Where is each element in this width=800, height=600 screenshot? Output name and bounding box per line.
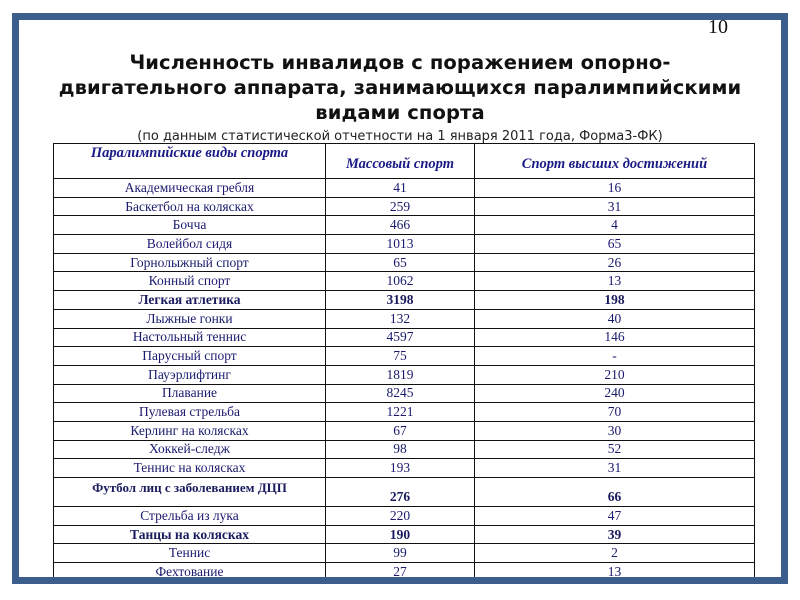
sport-name-cell: Пулевая стрельба bbox=[54, 403, 326, 422]
table-row bbox=[54, 365, 755, 384]
mass-sport-cell: 98 bbox=[326, 440, 475, 459]
elite-sport-cell: 40 bbox=[475, 309, 755, 328]
elite-sport-cell: 210 bbox=[475, 365, 755, 384]
slide-title bbox=[0, 50, 800, 125]
sport-name-cell: Лыжные гонки bbox=[54, 309, 326, 328]
title-line: Численность инвалидов с поражением опорно- bbox=[129, 51, 671, 74]
sport-name-cell: Футбол лиц с заболеванием ДЦП bbox=[54, 478, 326, 507]
header-sport: Паралимпийские виды спорта bbox=[54, 144, 326, 179]
mass-sport-cell: 276 bbox=[326, 478, 475, 507]
mass-sport-cell: 8245 bbox=[326, 384, 475, 403]
sport-name-cell: Баскетбол на колясках bbox=[54, 197, 326, 216]
sports-table-container bbox=[53, 143, 754, 582]
elite-sport-cell: 198 bbox=[475, 291, 755, 310]
table-row bbox=[54, 507, 755, 526]
mass-sport-cell: 3198 bbox=[326, 291, 475, 310]
slide-subtitle: (по данным статистической отчетности на 1 января 2011 года, Форма3-ФК) bbox=[137, 129, 663, 144]
table-row bbox=[54, 328, 755, 347]
page-number: 10 bbox=[708, 16, 728, 38]
sport-name-cell: Керлинг на колясках bbox=[54, 421, 326, 440]
elite-sport-cell: 16 bbox=[475, 179, 755, 198]
sport-name-cell: Настольный теннис bbox=[54, 328, 326, 347]
table-header-row bbox=[54, 144, 755, 179]
mass-sport-cell: 220 bbox=[326, 507, 475, 526]
elite-sport-cell: 13 bbox=[475, 563, 755, 582]
elite-sport-cell: 26 bbox=[475, 253, 755, 272]
mass-sport-cell: 1062 bbox=[326, 272, 475, 291]
table-row bbox=[54, 421, 755, 440]
table-row bbox=[54, 272, 755, 291]
table-row bbox=[54, 525, 755, 544]
sport-name-cell: Хоккей-следж bbox=[54, 440, 326, 459]
sport-name-cell: Академическая гребля bbox=[54, 179, 326, 198]
mass-sport-cell: 75 bbox=[326, 347, 475, 366]
sport-name-cell: Парусный спорт bbox=[54, 347, 326, 366]
table-row bbox=[54, 478, 755, 507]
table-row bbox=[54, 563, 755, 582]
elite-sport-cell: 47 bbox=[475, 507, 755, 526]
table-row bbox=[54, 216, 755, 235]
sports-table bbox=[53, 143, 755, 582]
title-line: двигательного аппарата, занимающихся паралимпийскими bbox=[58, 76, 742, 99]
table-row bbox=[54, 235, 755, 254]
mass-sport-cell: 132 bbox=[326, 309, 475, 328]
mass-sport-cell: 190 bbox=[326, 525, 475, 544]
elite-sport-cell: 146 bbox=[475, 328, 755, 347]
mass-sport-cell: 1013 bbox=[326, 235, 475, 254]
table-row bbox=[54, 384, 755, 403]
table-row bbox=[54, 440, 755, 459]
header-mass-sport: Массовый спорт bbox=[326, 144, 475, 179]
mass-sport-cell: 1221 bbox=[326, 403, 475, 422]
sport-name-cell: Теннис bbox=[54, 544, 326, 563]
mass-sport-cell: 41 bbox=[326, 179, 475, 198]
mass-sport-cell: 259 bbox=[326, 197, 475, 216]
elite-sport-cell: 52 bbox=[475, 440, 755, 459]
elite-sport-cell: 30 bbox=[475, 421, 755, 440]
sport-name-cell: Бочча bbox=[54, 216, 326, 235]
mass-sport-cell: 65 bbox=[326, 253, 475, 272]
elite-sport-cell: 31 bbox=[475, 197, 755, 216]
table-row bbox=[54, 179, 755, 198]
mass-sport-cell: 67 bbox=[326, 421, 475, 440]
elite-sport-cell: 2 bbox=[475, 544, 755, 563]
elite-sport-cell: 39 bbox=[475, 525, 755, 544]
sport-name-cell: Фехтование bbox=[54, 563, 326, 582]
sport-name-cell: Стрельба из лука bbox=[54, 507, 326, 526]
sport-name-cell: Плавание bbox=[54, 384, 326, 403]
table-row bbox=[54, 253, 755, 272]
table-row bbox=[54, 459, 755, 478]
header-elite-sport: Спорт высших достижений bbox=[475, 144, 755, 179]
table-row bbox=[54, 347, 755, 366]
mass-sport-cell: 4597 bbox=[326, 328, 475, 347]
table-row bbox=[54, 403, 755, 422]
table-row bbox=[54, 544, 755, 563]
table-body bbox=[54, 179, 755, 582]
sport-name-cell: Танцы на колясках bbox=[54, 525, 326, 544]
elite-sport-cell: 65 bbox=[475, 235, 755, 254]
elite-sport-cell: 240 bbox=[475, 384, 755, 403]
elite-sport-cell: 31 bbox=[475, 459, 755, 478]
sport-name-cell: Теннис на колясках bbox=[54, 459, 326, 478]
title-line: видами спорта bbox=[315, 101, 485, 124]
table-row bbox=[54, 291, 755, 310]
table-row bbox=[54, 197, 755, 216]
sport-name-cell: Волейбол сидя bbox=[54, 235, 326, 254]
elite-sport-cell: 70 bbox=[475, 403, 755, 422]
elite-sport-cell: - bbox=[475, 347, 755, 366]
mass-sport-cell: 27 bbox=[326, 563, 475, 582]
mass-sport-cell: 1819 bbox=[326, 365, 475, 384]
mass-sport-cell: 99 bbox=[326, 544, 475, 563]
elite-sport-cell: 4 bbox=[475, 216, 755, 235]
elite-sport-cell: 66 bbox=[475, 478, 755, 507]
mass-sport-cell: 466 bbox=[326, 216, 475, 235]
sport-name-cell: Легкая атлетика bbox=[54, 291, 326, 310]
sport-name-cell: Конный спорт bbox=[54, 272, 326, 291]
sport-name-cell: Пауэрлифтинг bbox=[54, 365, 326, 384]
mass-sport-cell: 193 bbox=[326, 459, 475, 478]
sport-name-cell: Горнолыжный спорт bbox=[54, 253, 326, 272]
table-row bbox=[54, 309, 755, 328]
elite-sport-cell: 13 bbox=[475, 272, 755, 291]
